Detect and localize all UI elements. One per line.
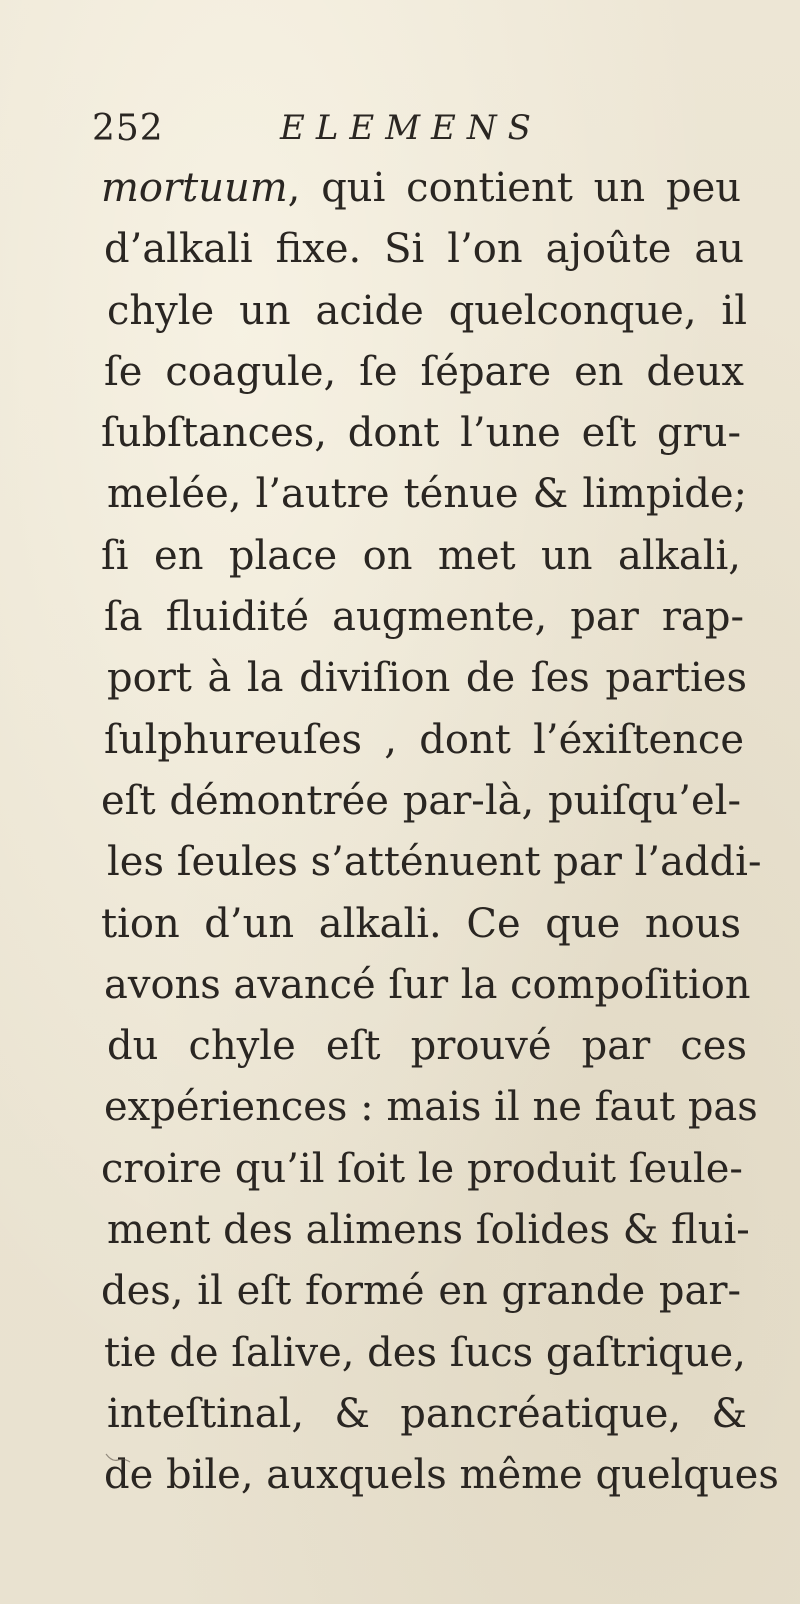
- text-line: ſe coagule, ſe ſépare en deux: [104, 348, 744, 395]
- text-line: ment des alimens ſolides & flui-: [107, 1207, 750, 1254]
- ink-mark-icon: [104, 1450, 144, 1470]
- text-line: les ſeules s’atténuent par l’addi-: [107, 839, 762, 886]
- text-line: expériences : mais il ne faut pas: [104, 1084, 758, 1131]
- text-line: eſt démontrée par-là, puiſqu’el-: [101, 777, 741, 824]
- page-header: [92, 108, 692, 158]
- text-line: chyle un acide quelconque, il: [107, 287, 747, 334]
- text-line: [101, 158, 741, 219]
- line-text: , qui contient un peu: [287, 165, 741, 211]
- text-line: tie de ſalive, des ſucs gaſtrique,: [104, 1329, 746, 1376]
- text-line: d’alkali fixe. Si l’on ajoûte au: [104, 226, 744, 273]
- text-line: avons avancé ſur la compoſition: [104, 961, 751, 1008]
- text-line: du chyle eſt prouvé par ces: [107, 1023, 747, 1070]
- text-line: melée, l’autre ténue & limpide;: [107, 471, 747, 518]
- text-line: ſubſtances, dont l’une eſt gru-: [101, 410, 741, 457]
- text-line: ſa fluidité augmente, par rap-: [104, 594, 744, 641]
- text-line: croire qu’il ſoit le produit ſeule-: [101, 1145, 743, 1192]
- text-line: tion d’un alkali. Ce que nous: [101, 900, 741, 947]
- text-line: des, il eſt formé en grande par-: [101, 1268, 741, 1315]
- text-line: inteſtinal, & pancréatique, &: [107, 1390, 747, 1437]
- text-line: port à la diviſion de ſes parties: [107, 655, 747, 702]
- italic-word: mortuum: [101, 165, 288, 211]
- text-line: de bile, auxquels même quelques: [104, 1452, 779, 1499]
- page-number: 252: [92, 108, 164, 149]
- running-title: ELEMENS: [280, 108, 542, 148]
- text-line: ſi en place on met un alkali,: [101, 532, 741, 579]
- text-line: ſulphureuſes , dont l’éxiſtence: [104, 716, 744, 763]
- body-text: [101, 158, 779, 1507]
